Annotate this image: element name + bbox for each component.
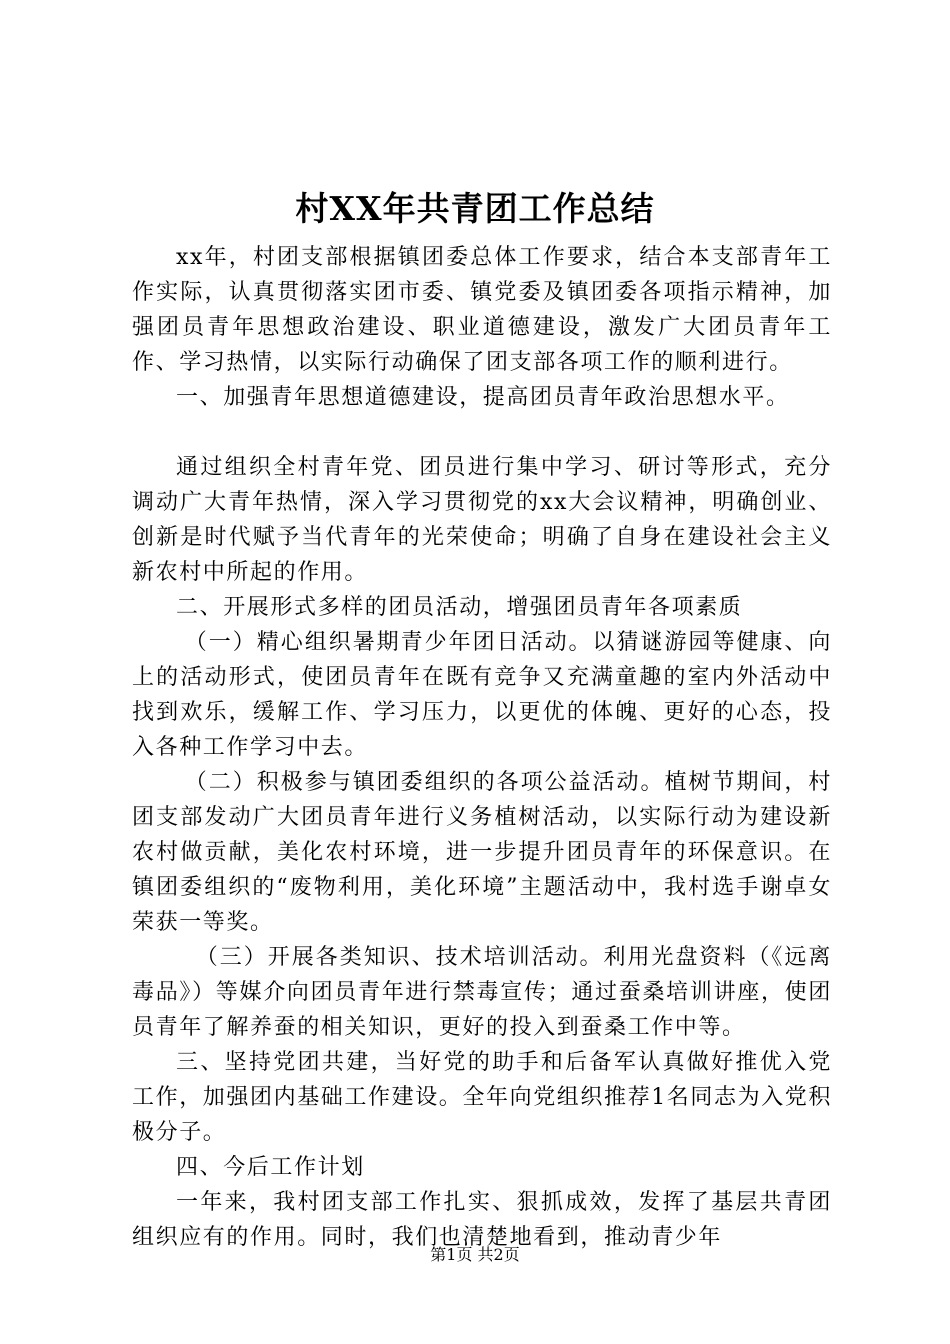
paragraph-section-1: 通过组织全村青年党、团员进行集中学习、研讨等形式，充分调动广大青年热情，深入学习贯彻党的xx大会议精神，明确创业、创新是时代赋予当代青年的光荣使命；明确了自身在建设社会主义新农村中所起的作用。: [132, 455, 832, 585]
section-heading-1: 一、加强青年思想道德建设，提高团员青年政治思想水平。: [176, 385, 790, 410]
document-body: [132, 240, 832, 1255]
section-heading-4: 四、今后工作计划: [176, 1155, 365, 1180]
section-heading-3: 三、坚持党团共建，当好党的助手和后备军认真做好推优入党工作，加强团内基础工作建设。全年向党组织推荐1名同志为入党积极分子。: [132, 1050, 832, 1145]
paragraph-item-1: （一）精心组织暑期青少年团日活动。以猜谜游园等健康、向上的活动形式，使团员青年在既有竞争又充满童趣的室内外活动中找到欢乐，缓解工作、学习压力，以更优的体魄、更好的心态，投入各种工作学习中去。: [132, 630, 832, 760]
paragraph-item-3: （三）开展各类知识、技术培训活动。利用光盘资料（《远离毒品》）等媒介向团员青年进行禁毒宣传；通过蚕桑培训讲座，使团员青年了解养蚕的相关知识，更好的投入到蚕桑工作中等。: [132, 945, 832, 1040]
paragraph-section-4: 一年来，我村团支部工作扎实、狠抓成效，发挥了基层共青团组织应有的作用。同时，我们也清楚地看到，推动青少年: [132, 1190, 832, 1250]
paragraph-item-2: （二）积极参与镇团委组织的各项公益活动。植树节期间，村团支部发动广大团员青年进行义务植树活动，以实际行动为建设新农村做贡献，美化农村环境，进一步提升团员青年的环保意识。在镇团委组织的“废物利用，美化环境”主题活动中，我村选手谢卓女荣获一等奖。: [132, 770, 832, 935]
document-title: 村XX年共青团工作总结: [295, 189, 655, 228]
paragraph-intro: xx年，村团支部根据镇团委总体工作要求，结合本支部青年工作实际，认真贯彻落实团市委、镇党委及镇团委各项指示精神，加强团员青年思想政治建设、职业道德建设，激发广大团员青年工作、学习热情，以实际行动确保了团支部各项工作的顺利进行。: [132, 245, 832, 375]
section-heading-2: 二、开展形式多样的团员活动，增强团员青年各项素质: [176, 595, 743, 620]
page-number: 第1页 共2页: [430, 1245, 520, 1264]
